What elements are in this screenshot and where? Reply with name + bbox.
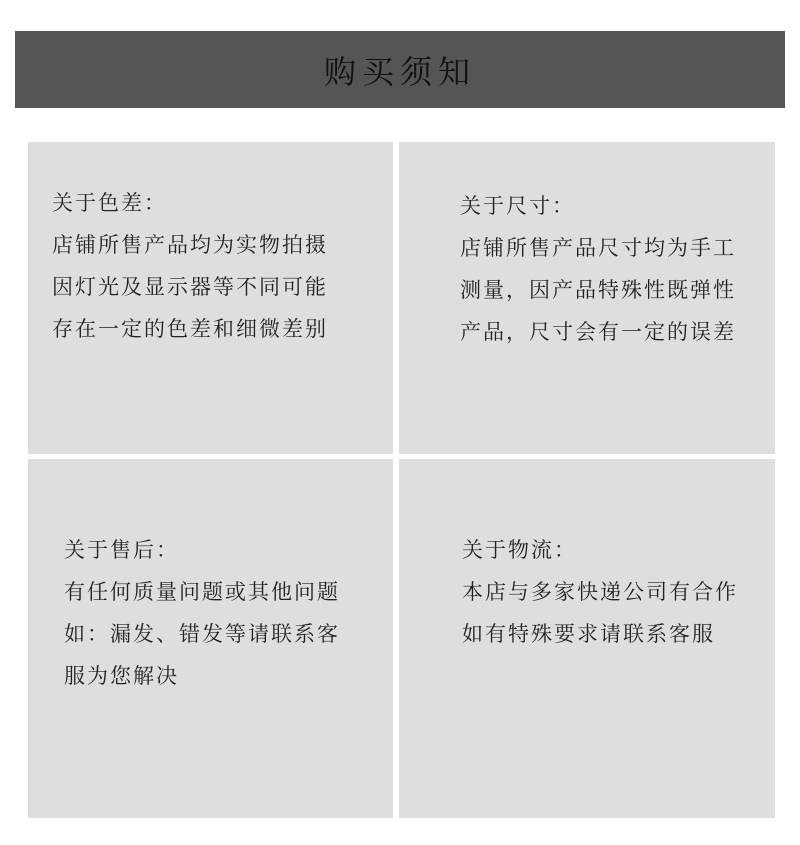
logistics-text xyxy=(462,529,738,655)
after-sale-text xyxy=(64,529,340,697)
size-heading: 关于尺寸： xyxy=(460,194,575,218)
logistics-heading: 关于物流： xyxy=(462,538,577,562)
color-difference-text xyxy=(52,182,328,350)
color-difference-heading: 关于色差： xyxy=(52,191,167,215)
logistics-line: 本店与多家快递公司有合作 xyxy=(462,580,738,604)
size-panel xyxy=(399,142,775,454)
after-sale-line: 服为您解决 xyxy=(64,664,179,688)
size-line: 测量，因产品特殊性既弹性 xyxy=(460,278,736,302)
color-difference-panel xyxy=(28,142,393,454)
size-line: 店铺所售产品尺寸均为手工 xyxy=(460,236,736,260)
logistics-panel xyxy=(399,459,775,818)
logistics-line: 如有特殊要求请联系客服 xyxy=(462,622,715,646)
color-difference-line: 因灯光及显示器等不同可能 xyxy=(52,275,328,299)
size-text xyxy=(460,185,736,353)
color-difference-line: 存在一定的色差和细微差别 xyxy=(52,317,328,341)
info-grid xyxy=(28,142,775,818)
after-sale-line: 如：漏发、错发等请联系客 xyxy=(64,622,340,646)
after-sale-panel xyxy=(28,459,393,818)
after-sale-heading: 关于售后： xyxy=(64,538,179,562)
color-difference-line: 店铺所售产品均为实物拍摄 xyxy=(52,233,328,257)
page-title: 购买须知 xyxy=(323,52,476,91)
after-sale-line: 有任何质量问题或其他问题 xyxy=(64,580,340,604)
header-banner xyxy=(15,31,785,108)
size-line: 产品，尺寸会有一定的误差 xyxy=(460,320,736,344)
